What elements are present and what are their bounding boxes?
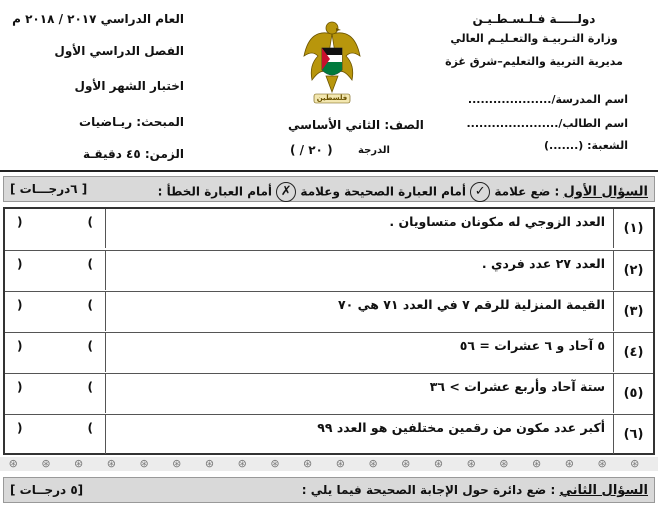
table-row [5, 332, 653, 372]
row-number: (٦) [613, 415, 653, 454]
answer-slot[interactable] [5, 251, 105, 290]
score-label: الدرجة [358, 145, 390, 156]
row-number: (٥) [613, 374, 653, 413]
directorate-name: مديرية التربية والتعليم–شرق غزة [445, 55, 623, 68]
row-statement: ستة آحاد وأربع عشرات > ٣٦ [105, 374, 613, 413]
exam-info [12, 12, 184, 172]
row-statement: القيمة المنزلية للرقم ٧ في العدد ٧١ هي ٧٠ [105, 292, 613, 331]
row-number: (١) [613, 209, 653, 248]
paren-open: ( [87, 298, 93, 312]
student-field[interactable]: اسم الطالب/...................... [466, 117, 628, 130]
instr-a: : ضع علامة [494, 184, 560, 199]
answer-slot[interactable] [5, 292, 105, 331]
paren-close: ) [17, 257, 23, 271]
row-statement: أكبر عدد مكون من رقمين مختلفين هو العدد ٩٩ [105, 415, 613, 454]
question-1-lead: السؤال الأول [563, 184, 648, 200]
score-box: ( / ٢٠ ) [290, 143, 333, 157]
header-divider [0, 170, 658, 172]
paren-open: ( [87, 380, 93, 394]
check-mark-icon: ✓ [470, 182, 490, 202]
school-field[interactable]: اسم المدرسة/.................... [467, 93, 628, 106]
row-number: (٢) [613, 251, 653, 290]
row-statement: العدد الزوجي له مكونان متساويان . [105, 209, 613, 248]
ornament-divider: ⊛ ⊛ ⊛ ⊛ ⊛ ⊛ ⊛ ⊛ ⊛ ⊛ ⊛ ⊛ ⊛ ⊛ ⊛ ⊛ ⊛ ⊛ ⊛ ⊛ [0, 457, 658, 471]
paren-open: ( [87, 339, 93, 353]
answer-slot[interactable] [5, 415, 105, 454]
section-field[interactable]: الشعبة: (.......) [544, 139, 628, 152]
grade-label: الصف: الثاني الأساسي [288, 118, 424, 132]
palestine-eagle-emblem [300, 12, 364, 112]
table-row [5, 414, 653, 454]
paren-open: ( [87, 421, 93, 435]
row-number: (٤) [613, 333, 653, 372]
question-2-marks: [ ٥ درجــات] [10, 483, 84, 497]
row-statement: العدد ٢٧ عدد فردي . [105, 251, 613, 290]
question-1-bar [3, 176, 655, 202]
table-row [5, 209, 653, 248]
paren-close: ) [17, 215, 23, 229]
table-row [5, 291, 653, 331]
question-2-title [302, 483, 648, 498]
table-row [5, 250, 653, 290]
paren-close: ) [17, 380, 23, 394]
exam-name: اختبار الشهر الأول [74, 79, 184, 93]
subject: المبحث: ريـاضيات [79, 115, 184, 129]
instr-c: أمام العبارة الخطأ : [157, 184, 273, 199]
emblem-caption: فلسطين [316, 94, 348, 102]
ministry-header [434, 12, 634, 68]
row-statement: ٥ آحاد و ٦ عشرات = ٥٦ [105, 333, 613, 372]
question-1-title [158, 182, 648, 202]
paren-close: ) [17, 421, 23, 435]
table-row [5, 373, 653, 413]
answer-slot[interactable] [5, 209, 105, 248]
paren-close: ) [17, 339, 23, 353]
semester: الفصل الدراسي الأول [54, 44, 184, 58]
ministry-name: وزارة التـربيـة والتعـليـم العالي [450, 32, 618, 45]
row-number: (٣) [613, 292, 653, 331]
duration: الزمن: ٤٥ دقيقـة [82, 147, 184, 161]
cross-mark-icon: ✗ [276, 182, 296, 202]
question-2-bar [3, 477, 655, 503]
question-2-lead: السؤال الثاني [559, 483, 648, 498]
paren-open: ( [87, 257, 93, 271]
question-1-table [3, 207, 655, 455]
question-1-marks: [ ٦درجـــات ] [10, 182, 88, 196]
instr-b: أمام العبارة الصحيحة وعلامة [300, 184, 466, 199]
question-2-instruction: : ضع دائرة حول الإجابة الصحيحة فيما يلي : [301, 483, 556, 497]
answer-slot[interactable] [5, 374, 105, 413]
paren-open: ( [87, 215, 93, 229]
paren-close: ) [17, 298, 23, 312]
academic-year: العام الدراسي ٢٠١٧ / ٢٠١٨ م [12, 12, 184, 26]
answer-slot[interactable] [5, 333, 105, 372]
state-name: دولـــــة فـلـسـطـيـن [472, 12, 596, 26]
